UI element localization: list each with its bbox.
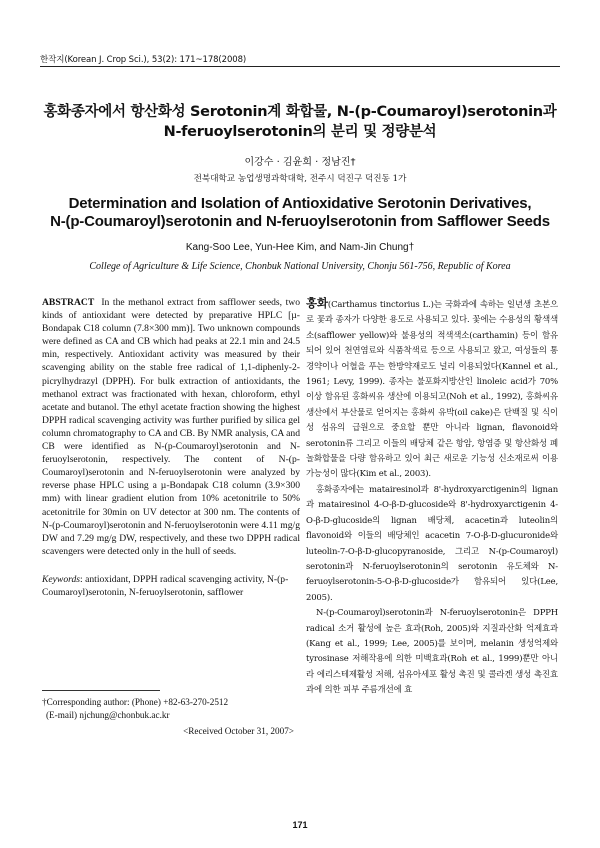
footnote-rule bbox=[42, 690, 160, 691]
footnote-email: (E-mail) njchung@chonbuk.ac.kr bbox=[46, 709, 170, 720]
body-text bbox=[306, 296, 558, 698]
footnote bbox=[42, 696, 300, 721]
korean-authors: 이강수 · 김윤희 · 정남진† bbox=[244, 157, 356, 168]
abstract bbox=[42, 296, 300, 558]
page-number: 171 bbox=[292, 820, 308, 830]
korean-affiliation: 전북대학교 농업생명과학대학, 전주시 덕진구 덕진동 1가 bbox=[193, 174, 407, 184]
keywords-text: : antioxidant, DPPH radical scavenging activity, N-(p-Coumaroyl)serotonin, N-feruoylserotonin, safflower bbox=[42, 574, 289, 599]
english-authors: Kang-Soo Lee, Yun-Hee Kim, and Nam-Jin Chung† bbox=[185, 242, 415, 253]
body-para2: 홍화종자에는 matairesinol과 8'-hydroxyarctigenin의 lignan과 matairesinol 4-O-β-D-glucoside와 8'-hydroxyarctigenin 4-O-β-D-glucoside의 lignan 배당체, acacetin과 luteolin의 flavonoid와 이들의 배당체인 acacetin 7-O-β-D-glucuronide와 luteolin-7-O-β-D-glucopyranoside, 그리고 N-(p-Coumaroyl) serotonin과 N-feruoylserotonin의 serotonin 유도체와 N-feruoylserotonin-5-O-β-D-glucoside가 함유되어 있다(Lee, 2005). bbox=[306, 483, 558, 602]
english-title-line1: Determination and Isolation of Antioxidative Serotonin Derivatives, bbox=[68, 195, 532, 212]
korean-title-line2: N-feruoylserotonin의 분리 및 정량분석 bbox=[163, 124, 437, 140]
body-headword: 홍화 bbox=[306, 296, 328, 310]
korean-title-line1: 홍화종자에서 항산화성 Serotonin계 화합물, N-(p-Coumaroyl)serotonin과 bbox=[43, 104, 557, 120]
english-title-line2: N-(p-Coumaroyl)serotonin and N-feruoylserotonin from Safflower Seeds bbox=[50, 213, 550, 230]
english-affiliation: College of Agriculture & Life Science, Chonbuk National University, Chonju 561-756, Republic of Korea bbox=[89, 261, 511, 272]
journal-citation: 한작지(Korean J. Crop Sci.), 53(2): 171~178(2008) bbox=[40, 55, 247, 65]
keywords-label: Keywords bbox=[42, 574, 81, 585]
footnote-corresponding: †Corresponding author: (Phone) +82-63-270-2512 bbox=[42, 697, 229, 707]
received-date: <Received October 31, 2007> bbox=[183, 726, 294, 736]
abstract-text: In the methanol extract from safflower seeds, two kinds of antioxidant were detected by preparative HPLC [µ-Bondapak C18 column (7.8×300 mm)]. Two unknown compounds were defined as CA and CB which had peaks at 22.1 min and 24.5 min, respectively. Antioxidant activity was measured by their scavenging ability on the stable free radical of 1,1-diphenly-2-picrylhydrazyl (DPPH). For bulk extraction of antioxidants, the methanol extract was fractionated with hexan, chloroform, ethyl acetate and butanol. The ethyl acetate fraction showing the highest DPPH radical scavenging activity was further purified by silica gel column chromatography to CA and CB. By NMR analysis, CA and CB were identified as N-(p-Coumaroyl)serotonin and N-feruoylserotonin, respectively. The content of N-(p-Coumaroyl)serotonin and N-feruoylserotonin were analyzed by reverse phase HPLC using a µ-Bondapak C18 column (3.9×300 mm) with linear gradient elution from 10% acetonitrile to 50% acetonitrile for 30min on UV detector at 300 nm. The contents of N-(p-Coumaroyl)serotonin and N-feruoylserotonin were 4.11 mg/g DW and 7.29 mg/g DW, respectively, and these two DPPH radical scavengers were detected only in the hull of seeds. bbox=[42, 297, 300, 557]
header-rule bbox=[40, 66, 560, 67]
abstract-label: ABSTRACT bbox=[42, 297, 95, 308]
body-para1: (Carthamus tinctorius L.)는 국화과에 속하는 일년생 초본으로 꽃과 종자가 다양한 용도로 사용되고 있다. 꽃에는 수용성의 황색색소(safflower yellow)와 불용성의 적색색소(carthamin) 등이 함유되어 있어 천연염료와 식품착색료 등으로 사용되고 왔고, 여성들의 통경약이나 어혈을 푸는 한방약재로도 널리 이용되었다(Kannel et al., 1961; Levy, 1999). 종자는 불포화지방산인 linoleic acid가 70% 이상 함유된 홍화씨유 생산에 이용되고(Noh et al., 1992), 홍화씨유 생산에서 부산물로 얻어지는 홍화씨 유박(oil cake)은 단백질 및 식이성 섬유의 급원으로 중요할 뿐만 아니라 lignan, flavonoid와 serotonin류 그리고 이들의 배당체 같은 항암, 항염증 및 항산화성 폐놀화합물을 다량 함유하고 있어 최근 새로운 기능성 신소재로써 이용 가능성이 많다(Kim et al., 2003). bbox=[306, 299, 558, 479]
keywords bbox=[42, 573, 300, 599]
body-para3: N-(p-Coumaroyl)serotonin과 N-feruoylserotonin은 DPPH radical 소거 활성에 높은 효과(Roh, 2005)와 지질과산화 억제효과(Kang et al., 1999; Lee, 2005)를 보이며, melanin 생성억제와 tyrosinase 저해작용에 의한 미백효과(Roh et al., 1999)뿐만 아니라 에리스테제활성 저해, 섬유아세포 활성 촉진 및 콜라겐 생성 촉진효과에 의한 피부 주름개선에 효 bbox=[306, 607, 558, 695]
